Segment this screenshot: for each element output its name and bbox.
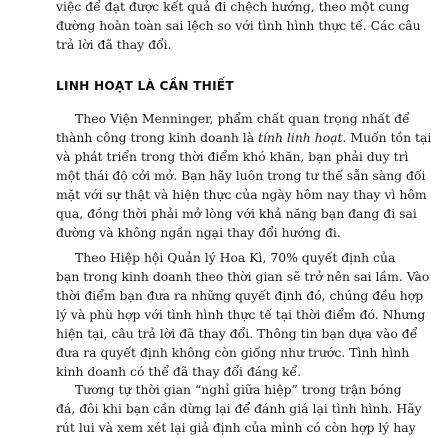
body-line: rút lui và xem xét lại giả định của mình có còn hợp lý hay (56, 420, 416, 435)
body-line: kinh doanh có thể đã thay đổi đáng kể. (56, 364, 302, 379)
body-line: việc để đạt được kết quả đi chệch hướng, theo một cung (56, 0, 410, 14)
paragraph-first-line: Theo Viện Menninger, phẩm chất quan trọng nhất để (75, 111, 410, 126)
body-line: lý và phù hợp với tình hình thực tế tại thời điểm đó. Nhưng (56, 307, 426, 322)
body-line: đường hoàn toàn sai lệch so với tình hình thực tế. Các câu (56, 18, 421, 33)
body-line: thời điểm bạn đưa ra những quyết định đó, chúng đều hợp (56, 288, 424, 303)
text-run: . Muốn tồn tại (342, 130, 431, 145)
body-line: mặt với sự thật và hiện thực của ngày hôm nay thay vì hôm (56, 187, 427, 202)
body-line (56, 128, 431, 148)
body-line: đường và không ngần ngại thay đổi hướng đi. (56, 225, 341, 240)
body-line: hiện tại, câu trả lời đã thay đổi. Thông tin bạn dựa vào để (56, 326, 418, 341)
emphasis-text: tính linh hoạt (258, 130, 343, 145)
body-line: bạn trong kinh doanh theo thời gian sẽ trở nên sai lầm. Vào (56, 269, 430, 284)
body-line: qua, đồng thời phải mở lòng với khả năng bạn đang đi sai (56, 206, 417, 221)
body-line: đưa ra quyết định không còn giống như trước. Tình hình (56, 345, 410, 360)
text-run: thành công trong kinh doanh là (56, 130, 259, 145)
paragraph-first-line: Theo Hiệp hội Quản lý Hoa Kì, 70% quyết định của (75, 250, 396, 265)
body-line: đá, đôi khi bạn cần dừng lại để đánh giá lại tình hình. Hãy (56, 401, 422, 416)
body-line: trả lời đã thay đổi. (56, 37, 172, 52)
body-line: một thái độ cởi mở. Bạn hãy luôn trong tư thế sẵn sàng đối (56, 168, 426, 183)
paragraph-first-line: Tương tự thời gian “nghỉ giữa hiệp” trong trận bóng (75, 382, 402, 397)
section-heading: LINH HOẠT LÀ CẦN THIẾT (56, 79, 234, 93)
body-line: và phát triển trong thời điểm khó khăn, bạn phải duy trì (56, 149, 409, 164)
